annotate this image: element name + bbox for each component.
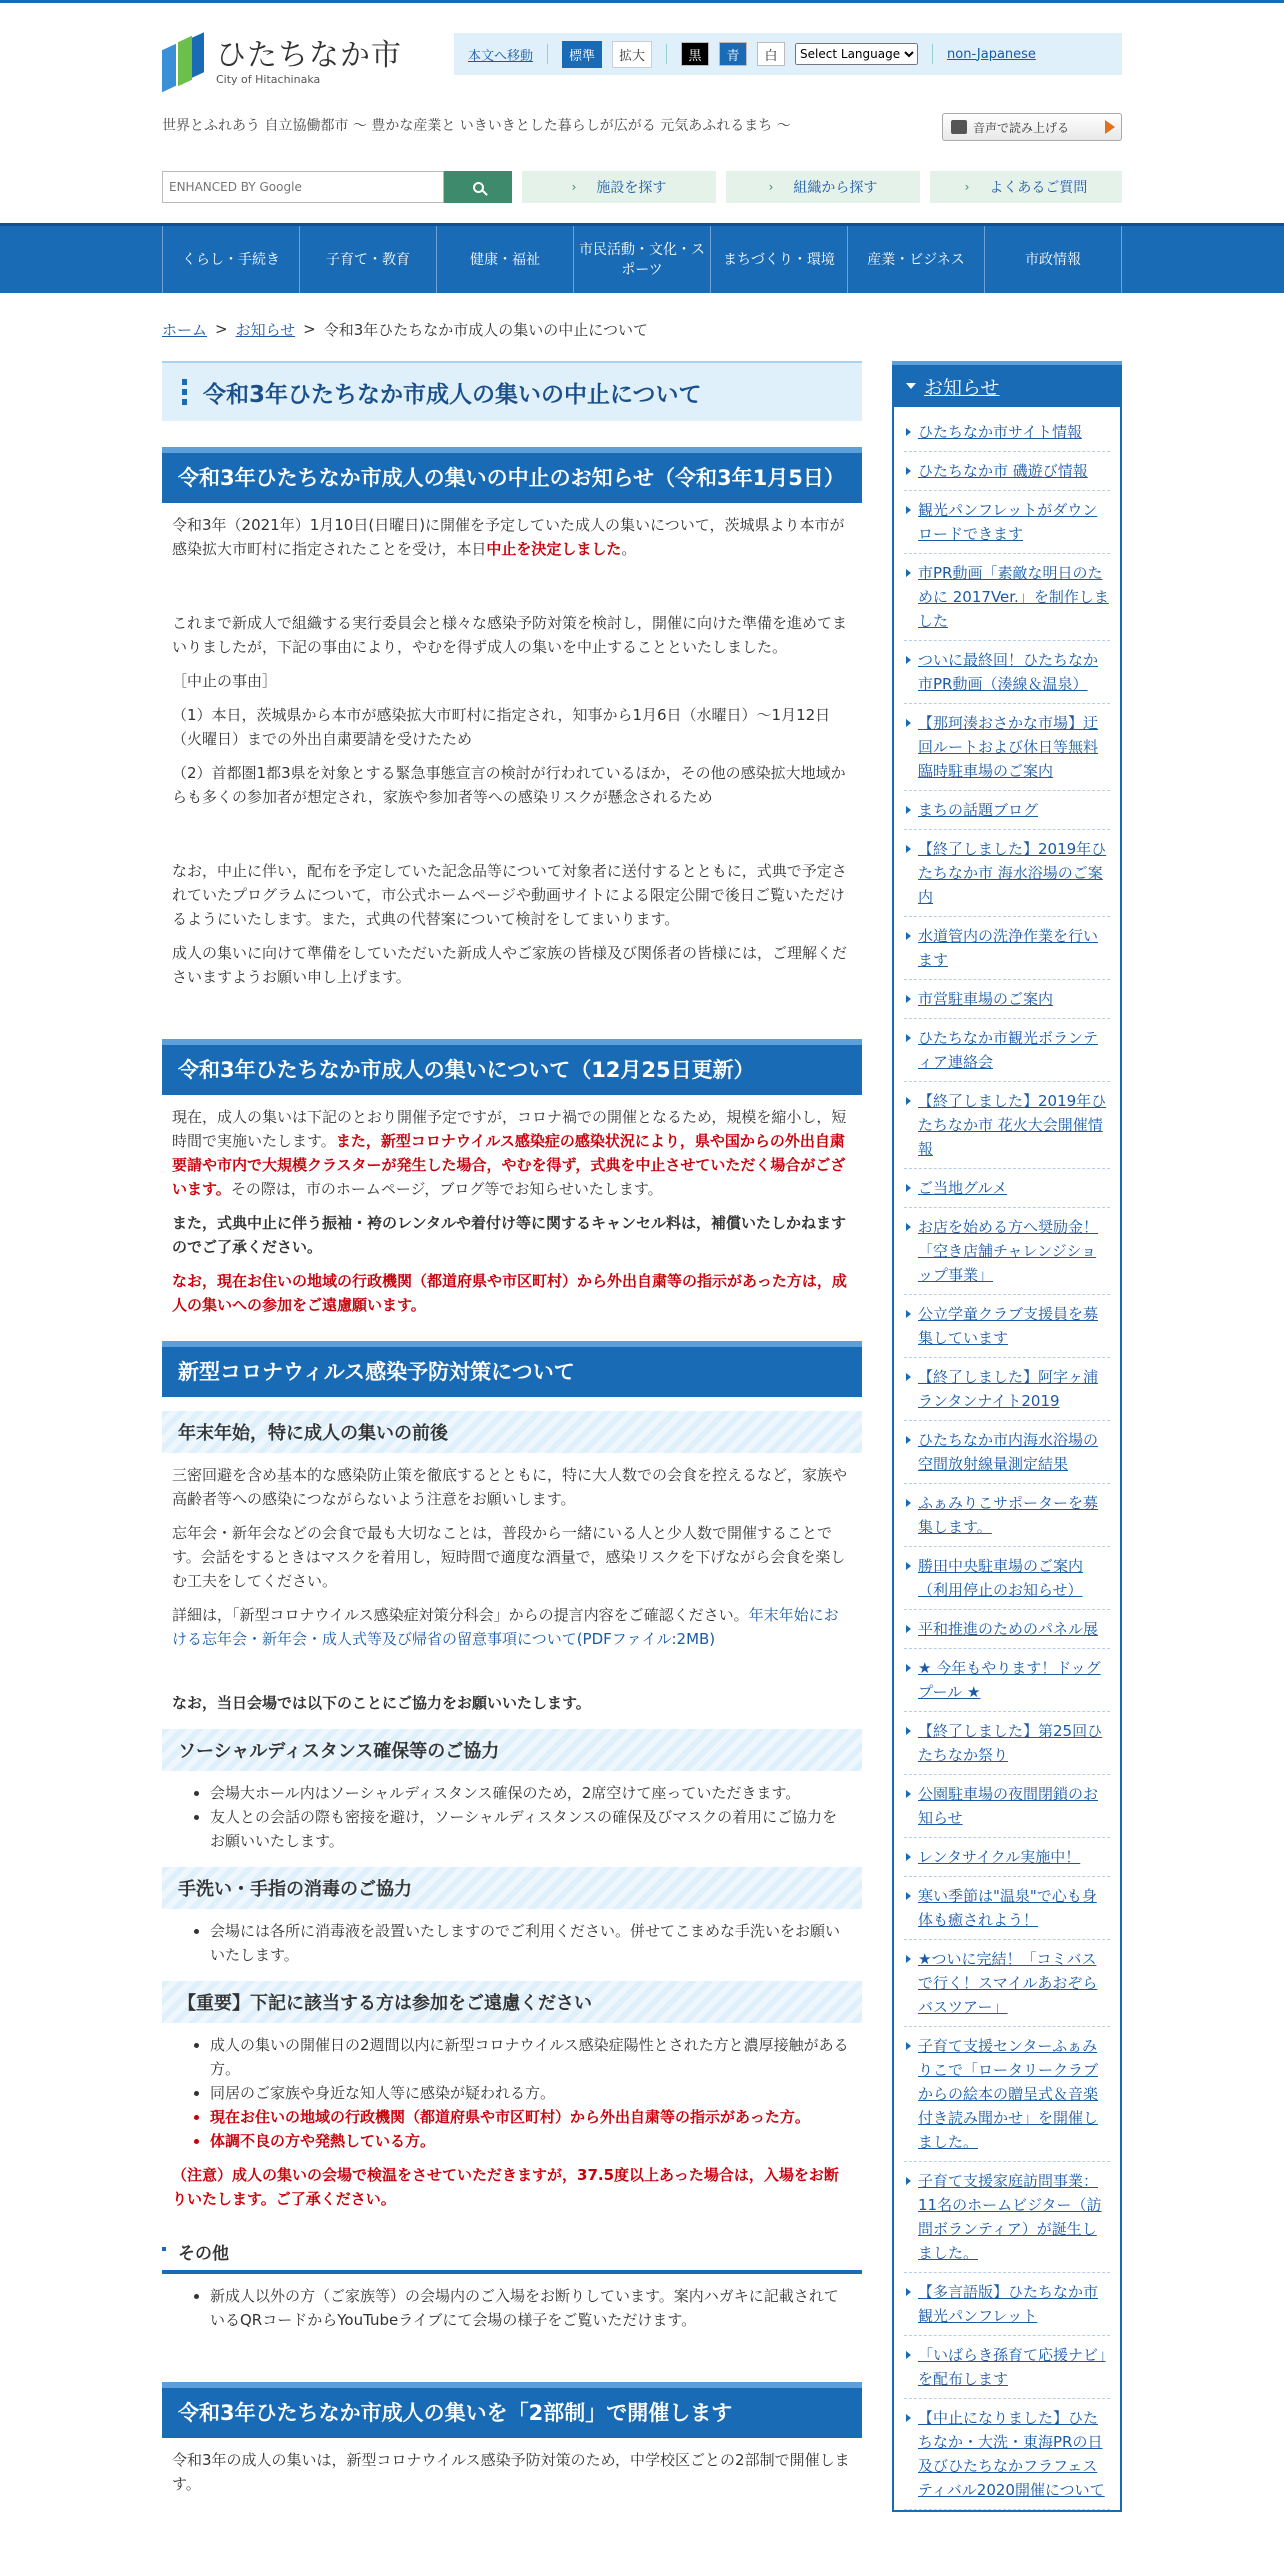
sidebar-news-item [904, 1610, 1110, 1649]
sidebar-news-link[interactable]: 【終了しました】阿字ヶ浦ランタンナイト2019 [918, 1368, 1099, 1410]
breadcrumb-news[interactable]: お知らせ [235, 320, 296, 339]
list-item: • 会場には各所に消毒液を設置いたしますのでご利用ください。併せてこまめな手洗いをお願いいたします。 [210, 1919, 852, 1967]
subsection-heading: ソーシャルディスタンス確保等のご協力 [162, 1729, 862, 1771]
nav-item-citizen-activities[interactable]: 市民活動・文化・スポーツ [574, 226, 711, 293]
sidebar-title[interactable]: お知らせ [892, 361, 1122, 407]
divider [932, 44, 933, 64]
read-aloud-button[interactable] [942, 113, 1122, 141]
sidebar-news-item [904, 452, 1110, 491]
font-size-large-button[interactable]: 拡大 [612, 41, 652, 68]
sidebar-news-item [904, 2027, 1110, 2162]
title-bar-icon [182, 379, 187, 405]
logo-japanese: ひたちなか市 [216, 37, 402, 73]
quick-link-label: 施設を探す [596, 180, 667, 196]
sidebar-news-link[interactable]: ひたちなか市 磯遊び情報 [918, 462, 1088, 480]
bullet-list [210, 1781, 852, 1853]
city-tagline: 世界とふれあう 自立協働都市 ～ 豊かな産業と いきいきとした暮らしが広がる 元気あふれるまち ～ [162, 118, 791, 134]
sidebar-news-link[interactable]: 観光パンフレットがダウンロードできます [918, 501, 1098, 543]
sidebar-news-link[interactable]: 「いばらき孫育て応援ナビ」を配布します [918, 2346, 1106, 2388]
sidebar-news-list [892, 407, 1122, 2512]
sidebar-news-link[interactable]: ふぁみりこサポーターを募集します。 [918, 1494, 1099, 1536]
color-white-button[interactable]: 白 [757, 42, 785, 66]
city-emblem-icon [162, 35, 206, 89]
font-size-standard-button[interactable]: 標準 [562, 41, 602, 68]
bullet-list [210, 1919, 852, 1967]
paragraph: 令和3年の成人の集いは，新型コロナウイルス感染予防対策のため，中学校区ごとの2部制で開催します。 [172, 2451, 850, 2493]
sidebar-news-item [904, 1082, 1110, 1169]
sidebar-news-item [904, 1295, 1110, 1358]
sidebar-news-item [904, 980, 1110, 1019]
sidebar-news-link[interactable]: 水道管内の洗浄作業を行います [918, 927, 1099, 969]
caret-down-icon [906, 383, 916, 389]
paragraph: 忘年会・新年会などの会食で最も大切なことは，普段から一緒にいる人と少人数で開催することです。会話をするときはマスクを着用し，短時間で適度な酒量で，感染リスクを下げながら会食を楽しむ工夫をしてください。 [172, 1524, 846, 1590]
color-black-button[interactable]: 黒 [681, 42, 709, 66]
breadcrumb-separator: > [215, 320, 228, 338]
read-aloud-label: 音声で読み上げる [973, 120, 1070, 135]
sidebar-news-item [904, 830, 1110, 917]
sidebar-news-link[interactable]: 【終了しました】2019年ひたちなか市 海水浴場のご案内 [918, 840, 1107, 906]
sidebar-news-link[interactable]: 公園駐車場の夜間閉鎖のお知らせ [918, 1785, 1099, 1827]
sidebar-news-link[interactable]: 平和推進のためのパネル展 [918, 1620, 1099, 1638]
sidebar-news-link[interactable]: 【那珂湊おさかな市場】迂回ルートおよび休日等無料臨時駐車場のご案内 [918, 714, 1099, 780]
chevron-right-icon: › [964, 180, 970, 194]
sidebar-news-item [904, 791, 1110, 830]
sidebar-news-item [904, 641, 1110, 704]
sidebar-news-link[interactable]: 公立学童クラブ支援員を募集しています [918, 1305, 1099, 1347]
quick-link-faq[interactable] [930, 171, 1122, 203]
divider [666, 44, 667, 64]
paragraph: なお，現在お住いの地域の行政機関（都道府県や市区町村）から外出自粛等の指示があった方は，成人の集いへの参加をご遠慮願います。 [172, 1272, 847, 1314]
nav-item-business[interactable]: 産業・ビジネス [848, 226, 985, 293]
search-button[interactable] [444, 171, 512, 203]
paragraph: 詳細は，「新型コロナウイルス感染症対策分科会」からの提言内容をご確認ください。年末年始における忘年会・新年会・成人式等及び帰省の留意事項について(PDFファイル:2MB) [172, 1606, 839, 1648]
paragraph: なお，中止に伴い，配布を予定していた記念品等について対象者に送付するとともに，式典で予定されていたプログラムについて，市公式ホームページや動画サイトによる限定公開で後日ご覧いただけるようにいたします。また，式典の代替案について検討をしてまいります。 [172, 862, 847, 928]
quick-link-organization[interactable] [726, 171, 920, 203]
subsection-heading: 年末年始，特に成人の集いの前後 [162, 1411, 862, 1453]
sidebar-news-item [904, 917, 1110, 980]
sidebar-news-link[interactable]: ★ついに完結！「コミバスで行く！スマイルあおぞらバスツアー」 [918, 1950, 1098, 2016]
logo-english: City of Hitachinaka [216, 72, 321, 86]
sidebar-news-link[interactable]: ひたちなか市サイト情報 [918, 423, 1082, 441]
sidebar-news-link[interactable]: 子育て支援センターふぁみりこで「ロータリークラブからの絵本の贈呈式＆音楽付き読み聞かせ」を開催しました。 [918, 2037, 1099, 2151]
sidebar-news-link[interactable]: 【多言語版】ひたちなか市観光パンフレット [918, 2283, 1099, 2325]
nav-item-health[interactable]: 健康・福祉 [437, 226, 574, 293]
quick-link-label: 組織から探す [793, 180, 878, 196]
chevron-right-icon: › [571, 180, 577, 194]
sidebar-news-item [904, 491, 1110, 554]
bullet-list [210, 2284, 852, 2332]
sidebar-news-link[interactable]: ★ 今年もやります！ドッグプール ★ [918, 1659, 1101, 1701]
sidebar-news-item [904, 1484, 1110, 1547]
sidebar-news-item [904, 413, 1110, 452]
paragraph: 三密回避を含め基本的な感染防止策を徹底するとともに，特に大人数での会食を控えるなど，家族や高齢者等への感染につながらないよう注意をお願いします。 [172, 1466, 848, 1508]
list-item: • 同居のご家族や身近な知人等に感染が疑われる方。 [210, 2081, 852, 2105]
paragraph: また，式典中止に伴う振袖・袴のレンタルや着付け等に関するキャンセル料は，補償いたしかねますのでご了承ください。 [172, 1214, 847, 1256]
language-select[interactable] [795, 43, 918, 65]
nav-item-city-info[interactable]: 市政情報 [985, 226, 1122, 293]
list-item: • 体調不良の方や発熱している方。 [210, 2129, 852, 2153]
breadcrumb-separator: > [303, 320, 316, 338]
pdf-link[interactable]: 年末年始における忘年会・新年会・成人式等及び帰省の留意事項について(PDFファイル:2MB) [172, 1606, 839, 1648]
subsection-heading: 【重要】下記に該当する方は参加をご遠慮ください [162, 1981, 862, 2023]
bullet-list [210, 2033, 852, 2153]
paragraph: （2）首都圏1都3県を対象とする緊急事態宣言の検討が行われているほか，その他の感染拡大地域からも多くの参加者が想定され，家族や参加者等への感染リスクが懸念されるため [172, 764, 846, 806]
sidebar-news-item [904, 1547, 1110, 1610]
search-icon [473, 182, 484, 193]
sidebar-news-link[interactable]: ご当地グルメ [918, 1179, 1008, 1197]
sidebar [892, 361, 1122, 2512]
sidebar-news-item [904, 1877, 1110, 1940]
section-heading: 新型コロナウィルス感染予防対策について [162, 1341, 862, 1397]
breadcrumb-home[interactable]: ホーム [162, 320, 208, 339]
speaker-icon [951, 120, 967, 134]
minor-heading: その他 [162, 2233, 862, 2274]
sidebar-news-item [904, 1358, 1110, 1421]
sidebar-news-item [904, 1940, 1110, 2027]
sidebar-news-link[interactable]: お店を始める方へ奨励金！「空き店舗チャレンジショップ事業」 [918, 1218, 1099, 1284]
play-icon [1105, 120, 1115, 134]
sidebar-news-item [904, 2273, 1110, 2336]
search-input[interactable] [162, 171, 444, 203]
site-search [162, 171, 512, 203]
sidebar-news-link[interactable]: 寒い季節は"温泉"で心も身体も癒されよう！ [918, 1887, 1097, 1929]
sidebar-news-link[interactable]: 子育て支援家庭訪問事業：11名のホームビジター（訪問ボランティア）が誕生しました。 [918, 2172, 1102, 2262]
sidebar-news-link[interactable]: ついに最終回！ひたちなか市PR動画（湊線＆温泉） [918, 651, 1099, 693]
paragraph: ［中止の事由］ [172, 672, 278, 690]
list-item: • 成人の集いの開催日の2週間以内に新型コロナウイルス感染症陽性とされた方と濃厚接触がある方。 [210, 2033, 852, 2081]
sidebar-news-link[interactable]: 【終了しました】2019年ひたちなか市 花火大会開催情報 [918, 1092, 1107, 1158]
utility-bar [454, 33, 1122, 75]
main-content [162, 361, 862, 2512]
nav-item-childcare[interactable]: 子育て・教育 [300, 226, 437, 293]
sidebar-news-link[interactable]: ひたちなか市観光ボランティア連絡会 [918, 1029, 1099, 1071]
sidebar-news-link[interactable]: 【終了しました】第25回ひたちなか祭り [918, 1722, 1103, 1764]
paragraph: なお，当日会場では以下のことにご協力をお願いいたします。 [172, 1694, 591, 1712]
sidebar-news-item [904, 1208, 1110, 1295]
nav-item-town-planning[interactable]: まちづくり・環境 [711, 226, 848, 293]
sidebar-news-item [904, 2336, 1110, 2399]
paragraph: 成人の集いに向けて準備をしていただいた新成人やご家族の皆様及び関係者の皆様には，ご理解くださいますようお願い申し上げます。 [172, 944, 848, 986]
sidebar-news-item [904, 1649, 1110, 1712]
sidebar-news-item [904, 1775, 1110, 1838]
color-blue-button[interactable]: 青 [719, 42, 747, 66]
sidebar-news-item [904, 2162, 1110, 2273]
sidebar-news-item [904, 2399, 1110, 2510]
subsection-heading: 手洗い・手指の消毒のご協力 [162, 1867, 862, 1909]
breadcrumb-current: 令和3年ひたちなか市成人の集いの中止について [323, 320, 648, 339]
sidebar-news-item [904, 1421, 1110, 1484]
skip-to-content-link[interactable]: 本文へ移動 [468, 48, 534, 64]
divider [547, 44, 548, 64]
sidebar-news-item [904, 1019, 1110, 1082]
page-title: 令和3年ひたちなか市成人の集いの中止について [162, 361, 862, 421]
sidebar-news-item [904, 1838, 1110, 1877]
site-logo[interactable] [162, 35, 402, 89]
paragraph: これまで新成人で組織する実行委員会と様々な感染予防対策を検討し，開催に向けた準備を進めてまいりましたが，下記の事由により，やむを得ず成人の集いを中止することといたしました。 [172, 614, 848, 656]
nav-item-living[interactable]: くらし・手続き [163, 226, 300, 293]
section-heading: 令和3年ひたちなか市成人の集いの中止のお知らせ（令和3年1月5日） [162, 447, 862, 503]
sidebar-news-link[interactable]: レンタサイクル実施中！ [918, 1848, 1081, 1866]
quick-link-label: よくあるご質問 [989, 180, 1088, 196]
paragraph: 現在，成人の集いは下記のとおり開催予定ですが，コロナ禍での開催となるため，規模を縮小し，短時間で実施いたします。また，新型コロナウイルス感染症の感染状況により，県や国からの外出自粛要請や市内で大規模クラスターが発生した場合，やむを得ず，式典を中止させていただく場合がございます。その際は，市のホームページ，ブログ等でお知らせいたします。 [172, 1108, 847, 1198]
section-heading: 令和3年ひたちなか市成人の集いを「2部制」で開催します [162, 2382, 862, 2438]
paragraph: 令和3年（2021年）1月10日(日曜日)に開催を予定していた成人の集いについて，茨城県より本市が感染拡大市町村に指定されたことを受け，本日中止を決定しました。 [172, 516, 845, 558]
site-header [162, 3, 1122, 223]
list-item: • 現在お住いの地域の行政機関（都道府県や市区町村）から外出自粛等の指示があった方。 [210, 2105, 852, 2129]
sidebar-news-link[interactable]: 【中止になりました】ひたちなか・大洗・東海PRの日及びひたちなかフラフェスティバル2020開催について [918, 2409, 1105, 2499]
chevron-right-icon: › [768, 180, 774, 194]
sidebar-news-link[interactable]: 市PR動画「素敵な明日のために 2017Ver.」を制作しました [918, 564, 1109, 630]
sidebar-news-link[interactable]: 市営駐車場のご案内 [918, 990, 1054, 1008]
non-japanese-link[interactable]: non-Japanese [947, 46, 1036, 62]
sidebar-news-link[interactable]: まちの話題ブログ [918, 801, 1039, 819]
sidebar-news-link[interactable]: 勝田中央駐車場のご案内（利用停止のお知らせ） [918, 1557, 1084, 1599]
sidebar-news-item [904, 554, 1110, 641]
section-heading: 令和3年ひたちなか市成人の集いについて（12月25日更新） [162, 1039, 862, 1095]
quick-link-facilities[interactable] [522, 171, 716, 203]
list-item: • 会場大ホール内はソーシャルディスタンス確保のため，2席空けて座っていただきます。 [210, 1781, 852, 1805]
paragraph: （1）本日，茨城県から本市が感染拡大市町村に指定され，知事から1月6日（水曜日）～1月12日（火曜日）までの外出自粛要請を受けたため [172, 706, 831, 748]
sidebar-news-item [904, 704, 1110, 791]
sidebar-news-item [904, 1712, 1110, 1775]
warning-note: （注意）成人の集いの会場で検温をさせていただきますが，37.5度以上あった場合は，入場をお断りいたします。ご了承ください。 [172, 2166, 839, 2208]
breadcrumb [162, 317, 1122, 341]
global-nav [0, 223, 1284, 293]
list-item: • 新成人以外の方（ご家族等）の会場内のご入場をお断りしています。案内ハガキに記載されているQRコードからYouTubeライブにて会場の様子をご覧いただけます。 [210, 2284, 852, 2332]
list-item: • 友人との会話の際も密接を避け，ソーシャルディスタンスの確保及びマスクの着用にご協力をお願いいたします。 [210, 1805, 852, 1853]
sidebar-news-item [904, 1169, 1110, 1208]
sidebar-news-link[interactable]: ひたちなか市内海水浴場の空間放射線量測定結果 [918, 1431, 1099, 1473]
